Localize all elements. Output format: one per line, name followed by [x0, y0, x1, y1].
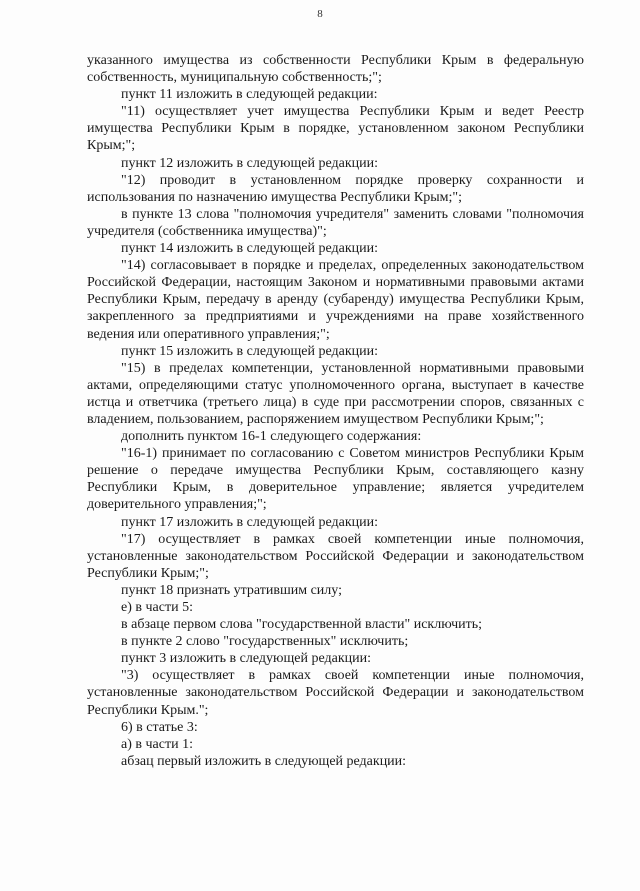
paragraph: "11) осуществляет учет имущества Республики Крым и ведет Реестр имущества Республики Крым в порядке, установленном законом Республики Крым;";: [87, 104, 584, 154]
paragraph: указанного имущества из собственности Республики Крым в федеральную собственность, муниципальную собственность;";: [87, 53, 584, 86]
paragraph: пункт 12 изложить в следующей редакции:: [121, 155, 378, 171]
paragraph: е) в части 5:: [121, 600, 193, 615]
paragraph: 6) в статье 3:: [121, 719, 198, 735]
paragraph: "17) осуществляет в рамках своей компетенции иные полномочия, установленные законодательством Российской Федерации и законодательством Республики Крым;";: [87, 531, 584, 581]
paragraph: в пункте 13 слова "полномочия учредителя" заменить словами "полномочия учредителя (собственника имущества)";: [87, 206, 584, 239]
paragraph: пункт 14 изложить в следующей редакции:: [121, 241, 378, 257]
paragraph: пункт 3 изложить в следующей редакции:: [121, 651, 371, 667]
paragraph: пункт 18 признать утратившим силу;: [121, 582, 342, 598]
paragraph: в абзаце первом слова "государственной власти" исключить;: [121, 617, 483, 633]
paragraph: "16-1) принимает по согласованию с Советом министров Республики Крым решение о передаче имущества Республики Крым, составляющего казну Республики Крым, в доверительное управление; является учредителем доверительного управления;";: [87, 446, 584, 513]
paragraph: "15) в пределах компетенции, установленной нормативными правовыми актами, определяющими статус уполномоченного органа, выступает в качестве истца и ответчика (третьего лица) в суде при рассмотрении споров, связанных с владением, пользованием, распоряжением имуществом Республики Крым;";: [87, 360, 584, 427]
paragraph: пункт 17 изложить в следующей редакции:: [121, 514, 378, 530]
paragraph: дополнить пунктом 16-1 следующего содержания:: [121, 429, 422, 445]
paragraph: "3) осуществляет в рамках своей компетенции иные полномочия, установленные законодательством Российской Федерации и законодательством Республики Крым.";: [87, 668, 584, 718]
paragraph: "12) проводит в установленном порядке проверку сохранности и использования по назначению имущества Республики Крым;";: [87, 172, 584, 205]
paragraph: а) в части 1:: [121, 736, 193, 752]
paragraph: пункт 15 изложить в следующей редакции:: [121, 343, 378, 359]
page-number: 8: [317, 8, 323, 20]
paragraph: "14) согласовывает в порядке и пределах, определенных законодательством Российской Федерации, настоящим Законом и нормативными правовыми актами Республики Крым, передачу в аренду (субаренду) имущества Республики Крым, закрепленного за предприятиями и учреждениями на праве хозяйственного ведения или оперативного управления;";: [87, 258, 584, 342]
paragraph: абзац первый изложить в следующей редакции:: [121, 753, 407, 769]
paragraph: пункт 11 изложить в следующей редакции:: [121, 87, 378, 103]
paragraph: в пункте 2 слово "государственных" исключить;: [121, 634, 409, 650]
document-body: [87, 52, 584, 770]
